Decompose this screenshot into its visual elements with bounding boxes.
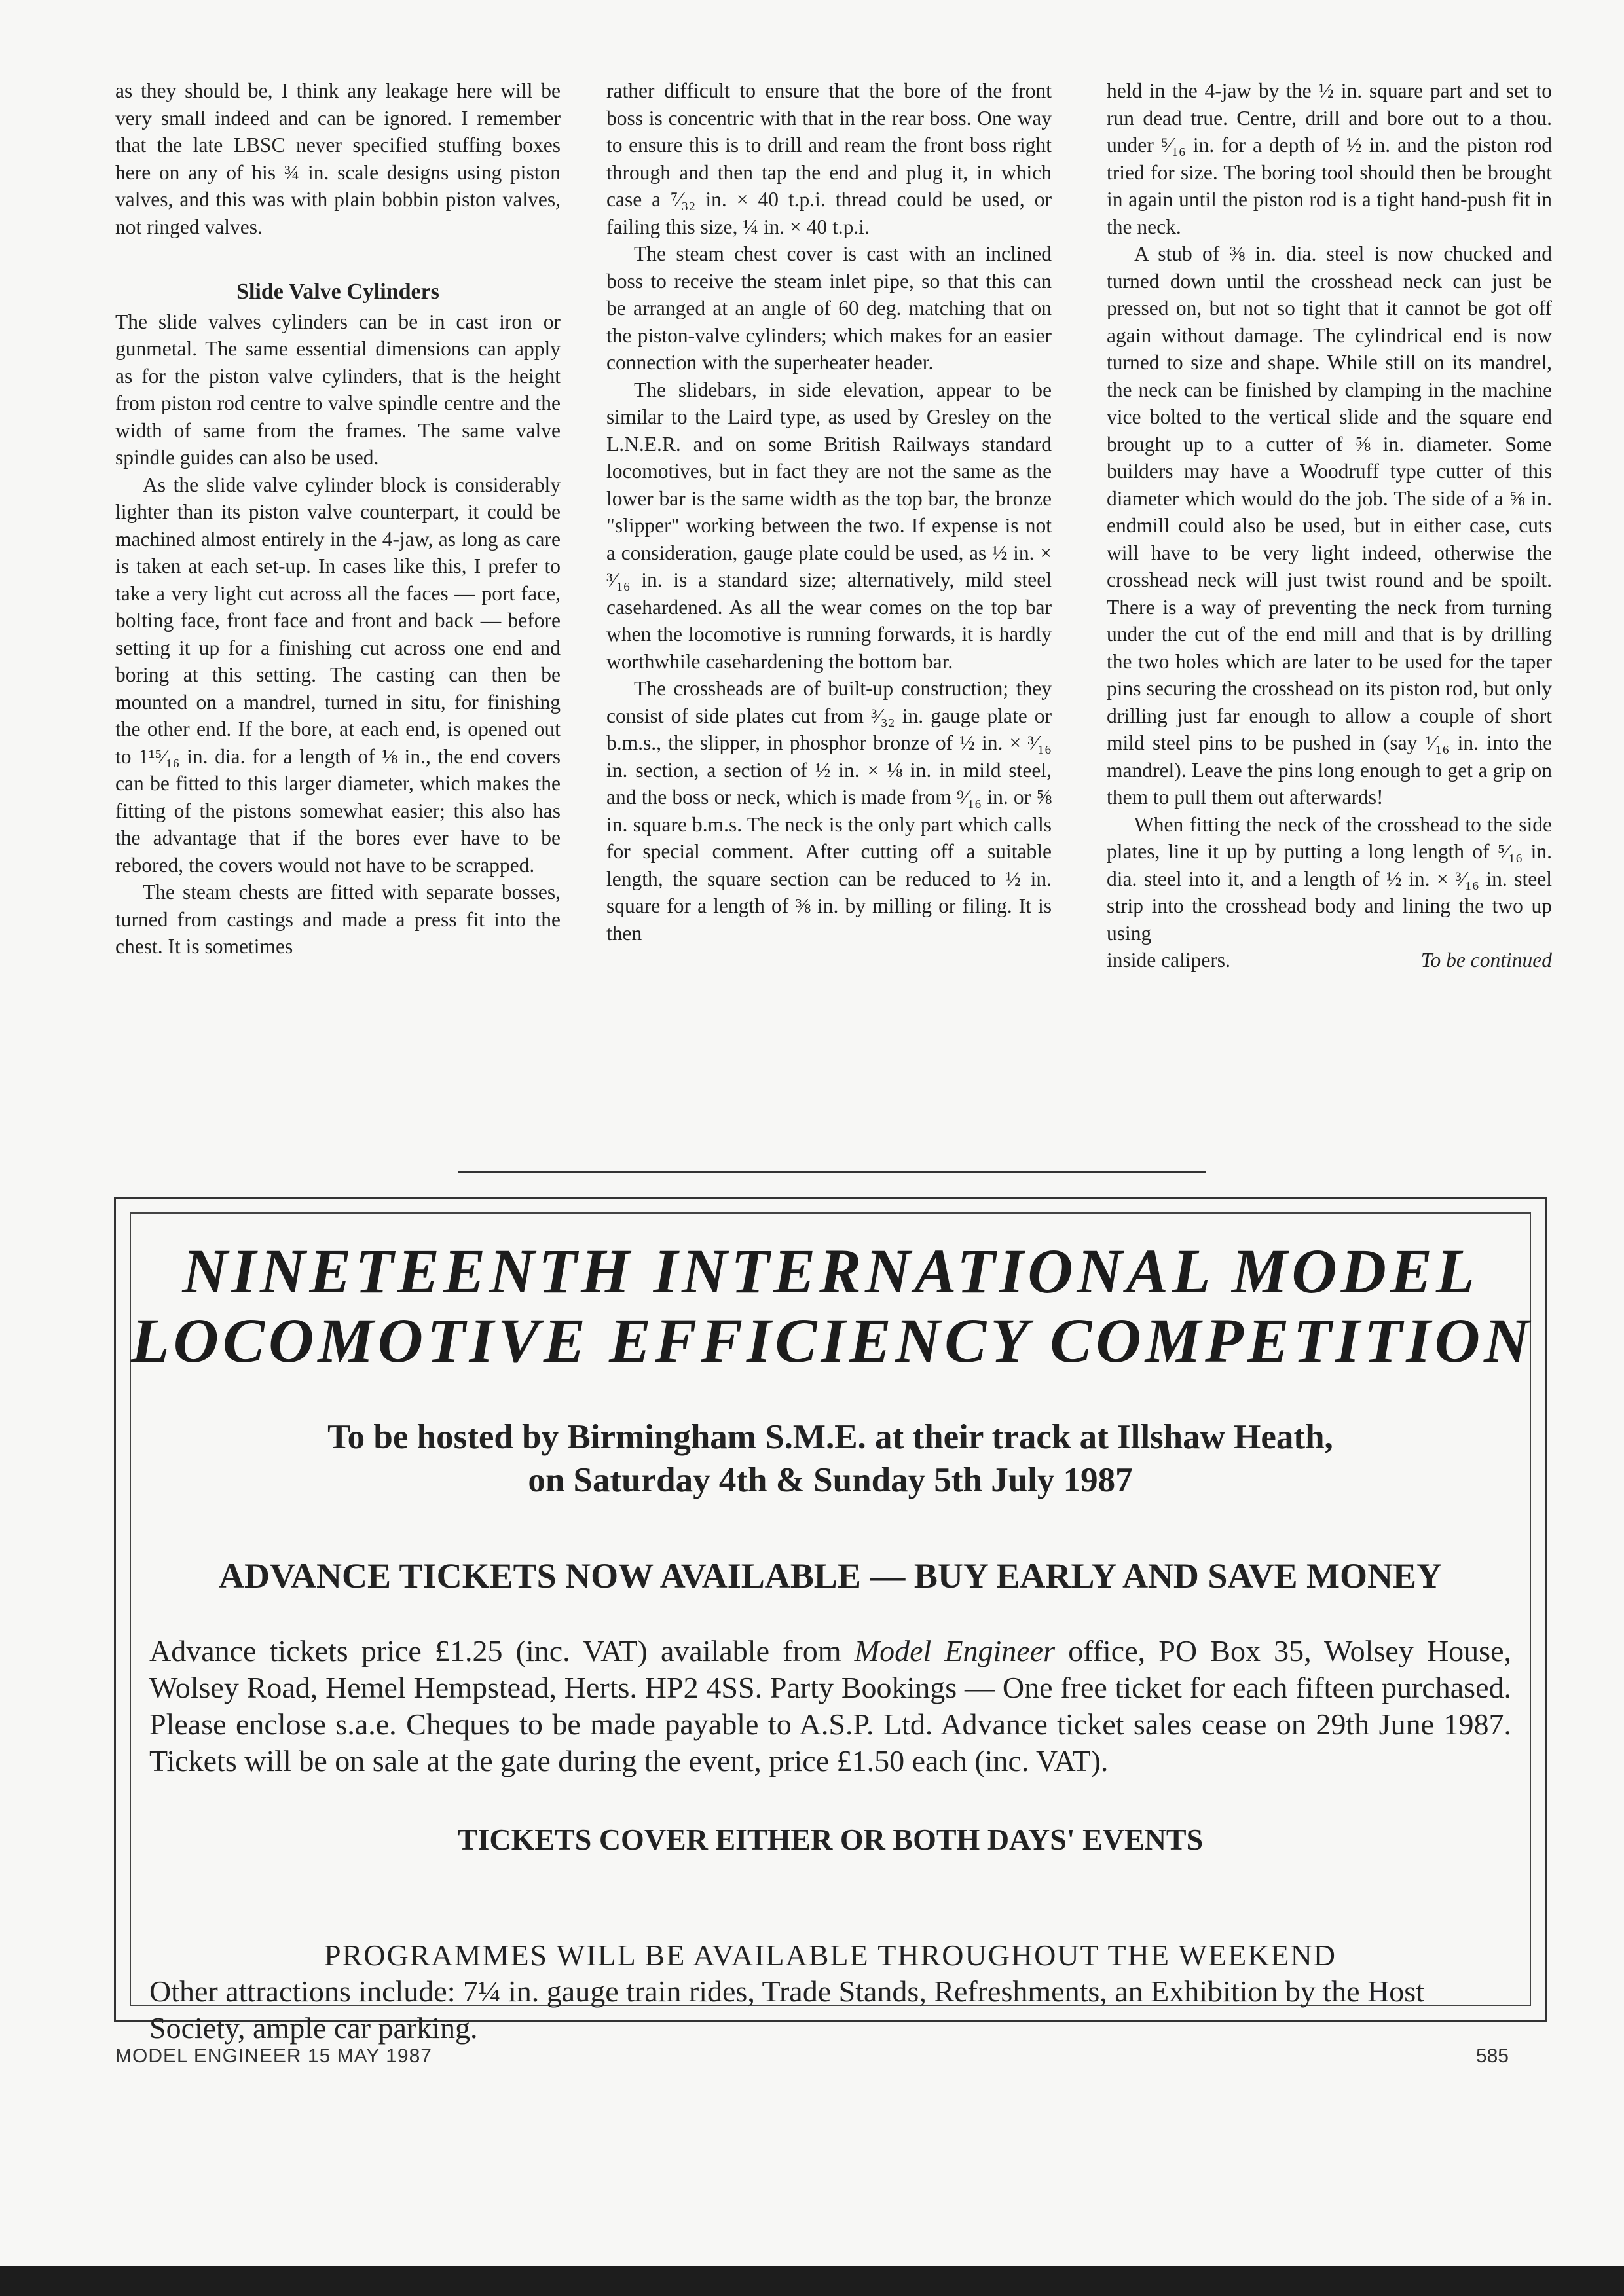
advert-host-info	[131, 1415, 1530, 1502]
other-attractions: Other attractions include: 7¼ in. gauge train rides, Trade Stands, Refreshments, an Exhibition by the Host Society, ample car parking.	[149, 1975, 1424, 2045]
programmes-note: PROGRAMMES WILL BE AVAILABLE THROUGHOUT THE WEEKEND	[324, 1939, 1337, 1972]
page-number: 585	[1475, 2045, 1509, 2067]
paragraph: as they should be, I think any leakage here will be very small indeed and can be ignored. I remember that the late LBSC never specified stuffing boxes here on any of his ¾ in. scale designs using piston valves, and this was with plain bobbin piston valves, not ringed valves.	[115, 79, 561, 238]
paragraph: The steam chest cover is cast with an inclined boss to receive the steam inlet pipe, so that this can be arranged at an angle of 60 deg. matching that on the piston-valve cylinders; which makes for an easier connection with the superheater header.	[606, 242, 1052, 374]
section-divider	[458, 1171, 1206, 1173]
paragraph	[115, 471, 561, 879]
paragraph: rather difficult to ensure that the bore of the front boss is concentric with that in the rear boss. One way to ensure this is to drill and ream the front boss right through and then tap the end and plug it, in which case a ⁷⁄₃₂ in. × 40 t.p.i. thread could be used, or failing this size, ¼ in. × 40 t.p.i.	[606, 79, 1052, 238]
advert-title-line-1: NINETEENTH INTERNATIONAL MODEL	[182, 1236, 1479, 1306]
date-line: on Saturday 4th & Sunday 5th July 1987	[528, 1461, 1133, 1499]
body-text: office, PO Box 35, Wolsey House, Wolsey Road, Hemel Hempstead, Herts. HP2 4SS. Party Bookings — One free ticket for each fifteen purchased. Please enclose s.a.e. Cheques to be made payable to A.S.P. Ltd. Advance ticket sales cease on 29th June 1987. Tickets will be on sale at the gate during the event, price £1.50 each (inc. VAT).	[149, 1634, 1511, 1777]
paragraph: A stub of ⅜ in. dia. steel is now chucked and turned down until the crosshead neck can just be pressed on, but not so tight that it cannot be got off again without damage. The cylindrical end is now turned to size and shape. While still on its mandrel, the neck can be finished by clamping in the machine vice bolted to the vertical slide and the square end brought up to a cutter of ⅝ in. diameter. Some builders may have a Woodruff type cutter of this diameter which would do the job. The side of a ⅝ in. endmill could also be used, but in either case, cuts will have to be very light indeed, otherwise the crosshead neck will just twist round and be spoilt. There is a way of preventing the neck from turning under the cut of the end mill and that is by drilling the two holes which are later to be used for the taper pins securing the crosshead on its piston rod, but only drilling just far enough to allow a couple of short mild steel pins to be pushed in (say ¹⁄₁₆ in. into the mandrel). Leave the pins long enough to get a grip on them to pull them out afterwards!	[1107, 242, 1552, 809]
advance-tickets-heading: ADVANCE TICKETS NOW AVAILABLE — BUY EARLY AND SAVE MONEY	[218, 1556, 1442, 1595]
paragraph-text: As the slide valve cylinder block is considerably lighter than its piston valve counterpart, it could be machined almost entirely in the 4-jaw, as long as care is taken at each set-up. In cases like this, I prefer to take a very light cut across all the faces — port face, bolting face, front face and front and back — before setting it up for a finishing cut across one end and boring at this setting. The casting can then be mounted on a mandrel, turned in situ, for finishing the other end. If the bore, at each end, is opened out to 1¹⁵⁄₁₆ in. dia. for a length of ⅛ in., the end covers can be fitted to this larger diameter, which makes the fitting of the pistons somewhat easier; this also has the advantage that if the bores ever have to be rebored, the covers would not have to be scrapped.	[115, 473, 561, 877]
paragraph: The slidebars, in side elevation, appear to be similar to the Laird type, as used by Gresley on the L.N.E.R. and on some British Railways standard locomotives, but in fact they are not the same as the lower bar is the same width as the top bar, the bronze "slipper" working between the two. If expense is not a consideration, gauge plate could be used, as ½ in. × ³⁄₁₆ in. is a standard size; alternatively, mild steel casehardened. As all the wear comes on the top bar when the locomotive is running forwards, it is hardly worthwhile casehardening the bottom bar.	[606, 378, 1052, 673]
paragraph: held in the 4-jaw by the ½ in. square part and set to run dead true. Centre, drill and bore out to a thou. under ⁵⁄₁₆ in. for a depth of ½ in. and the piston rod tried for size. The boring tool should then be brought in again until the piston rod is a tight hand-push fit in the neck.	[1107, 79, 1552, 238]
section-heading: Slide Valve Cylinders	[236, 280, 439, 304]
paragraph: The crossheads are of built-up construction; they consist of side plates cut from ³⁄₃₂ in. gauge plate or b.m.s., the slipper, in phosphor bronze of ½ in. × ³⁄₁₆ in. section, a section of ½ in. × ⅛ in. in mild steel, and the boss or neck, which is made from ⁹⁄₁₆ in. or ⅝ in. square b.m.s. The neck is the only part which calls for special comment. After cutting off a suitable length, the square section can be reduced to ½ in. square for a length of ⅜ in. by milling or filing. It is then	[606, 677, 1052, 945]
tickets-cover-note: TICKETS COVER EITHER OR BOTH DAYS' EVENTS	[457, 1823, 1204, 1856]
article-column-2	[606, 77, 1052, 947]
paragraph-end	[1107, 947, 1552, 974]
paragraph: The steam chests are fitted with separate bosses, turned from castings and made a press fit into the chest. It is sometimes	[115, 881, 561, 958]
article-column-1	[115, 77, 561, 960]
magazine-name: Model Engineer	[854, 1634, 1056, 1667]
paragraph-last-line: inside calipers.	[1107, 949, 1230, 972]
continued-note: To be continued	[1420, 949, 1552, 972]
host-line: To be hosted by Birmingham S.M.E. at their track at Illshaw Heath,	[327, 1418, 1333, 1456]
scan-edge	[0, 2266, 1624, 2296]
article-column-3	[1107, 77, 1552, 974]
publication-footer: MODEL ENGINEER 15 MAY 1987	[115, 2045, 432, 2067]
paragraph: The slide valves cylinders can be in cast iron or gunmetal. The same essential dimensions can apply as for the piston valve cylinders, that is the height from piston rod centre to valve spindle centre and the width of same from the frames. The same valve spindle guides can also be used.	[115, 310, 561, 469]
advert-title-line-2: LOCOMOTIVE EFFICIENCY COMPETITION	[131, 1305, 1534, 1376]
paragraph: When fitting the neck of the crosshead to the side plates, line it up by putting a long length of ⁵⁄₁₆ in. dia. steel into it, and a length of ½ in. × ³⁄₁₆ in. steel strip into the crosshead body and lining the two up using	[1107, 812, 1552, 945]
body-text: Advance tickets price £1.25 (inc. VAT) available from	[149, 1634, 855, 1667]
advert-body	[149, 1633, 1511, 1779]
